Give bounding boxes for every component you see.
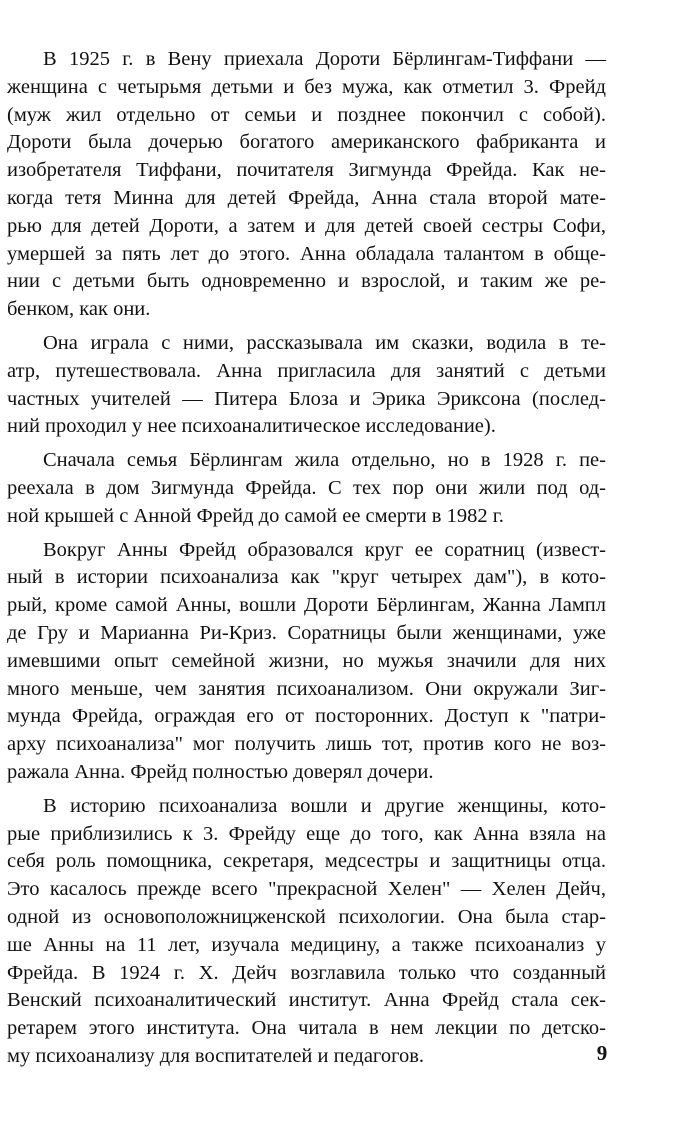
text-line: изобретателя Тиффани, почитателя Зигмунда Фрейда. Как не- [7, 159, 606, 182]
text-line: В 1925 г. в Вену приехала Дороти Бёрлингам-Тиффани — [43, 48, 606, 70]
text-line: когда тетя Минна для детей Фрейда, Анна стала второй мате- [7, 186, 606, 209]
text-line: частных учителей — Питера Блоза и Эрика Эриксона (послед- [7, 387, 606, 410]
text-line: много меньше, чем занятия психоанализом. Они окружали Зиг- [7, 677, 606, 700]
text-line: Это касалось прежде всего "прекрасной Хелен" — Хелен Дейч, [7, 878, 606, 901]
page-number: 9 [596, 1041, 608, 1065]
text-line: нии с детьми быть одновременно и взрослой, и таким же ре- [7, 270, 606, 293]
text-line: умершей за пять лет до этого. Анна обладала талантом в обще- [7, 242, 606, 265]
text-line: ше Анны на 11 лет, изучала медицину, а также психоанализ у [7, 933, 606, 956]
text-line: Она играла с ними, рассказывала им сказки, водила в те- [43, 331, 606, 354]
text-line: имевшими опыт семейной жизни, но мужья значили для них [7, 649, 606, 672]
text-line: де Гру и Марианна Ри-Криз. Соратницы были женщинами, уже [7, 621, 606, 644]
text-line: Дороти была дочерью богатого американского фабриканта и [7, 131, 606, 154]
text-line: женщина с четырьмя детьми и без мужа, как отметил 3. Фрейд [7, 75, 606, 98]
text-line: реехала в дом Зигмунда Фрейда. С тех пор они жили под од- [7, 476, 606, 499]
text-line: бенком, как они. [7, 298, 151, 321]
text-line: ражала Анна. Фрейд полностью доверял дочери. [7, 760, 434, 783]
text-line: мунда Фрейда, ограждая его от посторонних. Доступ к "патри- [7, 705, 606, 728]
text-line: ной крышей с Анной Фрейд до самой ее смерти в 1982 г. [7, 504, 504, 527]
text-line: (муж жил отдельно от семьи и позднее покончил с собой). [7, 103, 606, 126]
text-line: Венский психоаналитический институт. Анна Фрейд стала сек- [7, 989, 606, 1012]
body-text [7, 46, 606, 1071]
text-line: рью для детей Дороти, а затем и для детей своей сестры Софи, [7, 214, 606, 237]
text-line: рые приблизились к 3. Фрейду еще до того, как Анна взяла на [7, 822, 606, 845]
text-line: ный в истории психоанализа как "круг четырех дам"), в кото- [7, 566, 606, 589]
text-line: атр, путешествовала. Анна пригласила для занятий с детьми [7, 359, 606, 382]
text-line: арху психоанализа" мог получить лишь тот, против кого не воз- [7, 733, 606, 756]
text-line: В историю психоанализа вошли и другие женщины, кото- [43, 794, 606, 817]
text-line: Фрейда. В 1924 г. Х. Дейч возглавила только что созданный [7, 961, 606, 984]
text-line: Сначала семья Бёрлингам жила отдельно, но в 1928 г. пе- [43, 449, 606, 472]
text-line: одной из основоположницженской психологии. Она была стар- [7, 905, 606, 928]
text-line: ретарем этого института. Она читала в нем лекции по детско- [7, 1017, 606, 1040]
text-line: себя роль помощника, секретаря, медсестры и защитницы отца. [7, 850, 606, 873]
text-line: му психоанализу для воспитателей и педагогов. [7, 1044, 425, 1067]
text-line: ний проходил у нее психоаналитическое исследование). [7, 415, 496, 438]
text-line: рый, кроме самой Анны, вошли Дороти Бёрлингам, Жанна Лампл [7, 594, 606, 617]
text-line: Вокруг Анны Фрейд образовался круг ее соратниц (извест- [43, 538, 606, 561]
